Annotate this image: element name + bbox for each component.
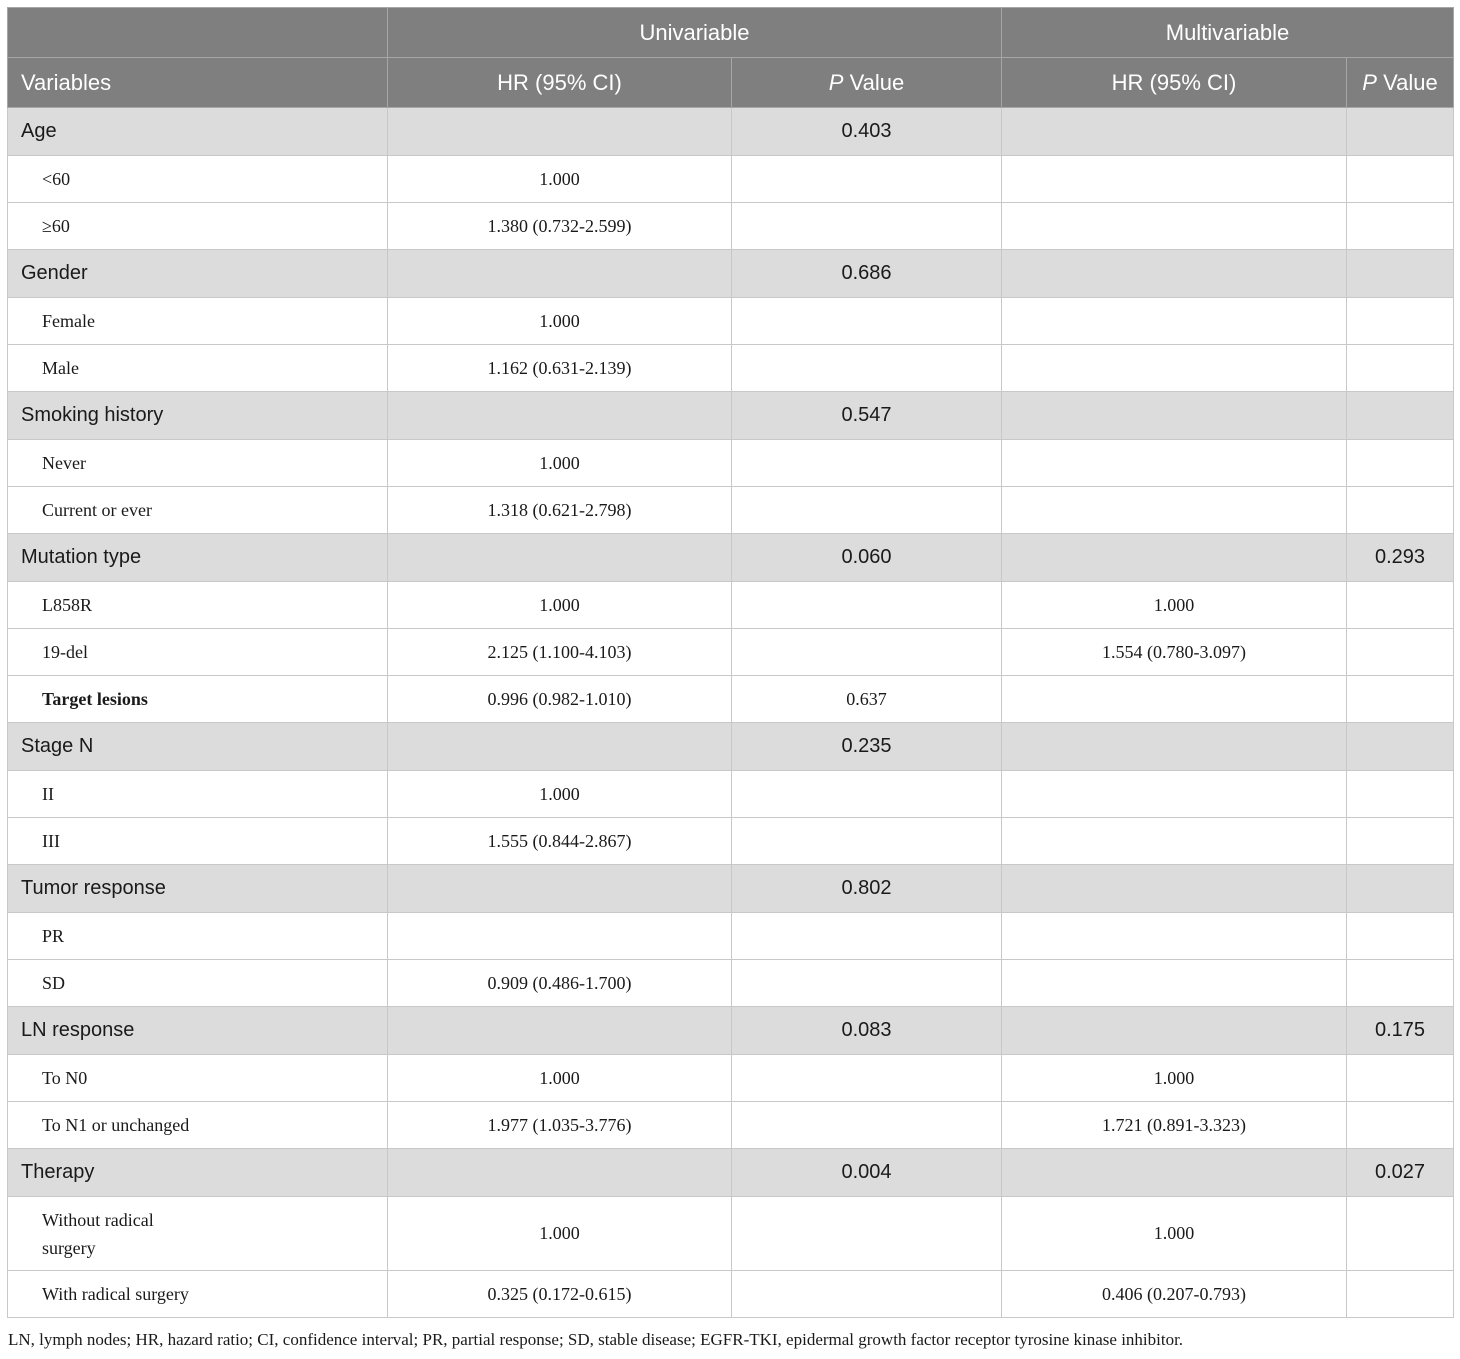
header-column-row [8, 58, 1454, 108]
hr-uni: 1.555 (0.844-2.867) [388, 818, 732, 865]
table-row [8, 487, 1454, 534]
p-value-suffix: Value [1376, 69, 1438, 95]
table-row [8, 1055, 1454, 1102]
p-uni: 0.802 [732, 865, 1002, 913]
p-value-suffix: Value [843, 69, 905, 95]
group-row-mutation [8, 534, 1454, 582]
p-multi [1347, 1197, 1454, 1271]
p-uni [732, 1102, 1002, 1149]
hr-multi [1002, 1007, 1347, 1055]
hr-multi [1002, 108, 1347, 156]
variable-name: <60 [8, 156, 388, 203]
table-row [8, 1102, 1454, 1149]
hr-uni [388, 392, 732, 440]
p-multi [1347, 771, 1454, 818]
p-uni [732, 487, 1002, 534]
p-multi [1347, 818, 1454, 865]
regression-table [7, 7, 1454, 1318]
variable-name: 19-del [8, 629, 388, 676]
hr-multi [1002, 818, 1347, 865]
table-row [8, 771, 1454, 818]
hr-uni: 0.325 (0.172-0.615) [388, 1271, 732, 1318]
p-uni [732, 771, 1002, 818]
p-multi [1347, 250, 1454, 298]
p-multi [1347, 298, 1454, 345]
group-row-tumor [8, 865, 1454, 913]
p-multi: 0.293 [1347, 534, 1454, 582]
p-uni: 0.235 [732, 723, 1002, 771]
table-row [8, 1271, 1454, 1318]
variable-name: LN response [8, 1007, 388, 1055]
hr-multi [1002, 298, 1347, 345]
hr-multi [1002, 203, 1347, 250]
p-uni: 0.686 [732, 250, 1002, 298]
header-hr-multi: HR (95% CI) [1002, 58, 1347, 108]
p-uni [732, 203, 1002, 250]
hr-uni [388, 534, 732, 582]
p-uni [732, 345, 1002, 392]
p-italic: P [828, 69, 844, 95]
hr-multi [1002, 865, 1347, 913]
table-row [8, 298, 1454, 345]
p-italic: P [1362, 69, 1377, 95]
hr-multi: 1.000 [1002, 1055, 1347, 1102]
hr-uni [388, 723, 732, 771]
hr-multi [1002, 345, 1347, 392]
table-row [8, 629, 1454, 676]
header-p-multi [1347, 58, 1454, 108]
hr-multi [1002, 487, 1347, 534]
hr-uni: 1.000 [388, 582, 732, 629]
p-multi [1347, 1102, 1454, 1149]
header-multivariable: Multivariable [1002, 8, 1454, 58]
variable-name: To N0 [8, 1055, 388, 1102]
hr-uni [388, 1149, 732, 1197]
p-uni [732, 298, 1002, 345]
p-uni: 0.060 [732, 534, 1002, 582]
table-row [8, 440, 1454, 487]
p-uni [732, 913, 1002, 960]
hr-multi: 1.000 [1002, 1197, 1347, 1271]
variable-name: Therapy [8, 1149, 388, 1197]
hr-multi [1002, 1149, 1347, 1197]
p-uni [732, 960, 1002, 1007]
group-row-stage [8, 723, 1454, 771]
p-uni [732, 156, 1002, 203]
hr-multi: 1.554 (0.780-3.097) [1002, 629, 1347, 676]
table-row [8, 960, 1454, 1007]
hr-uni: 1.000 [388, 1197, 732, 1271]
variable-name: Age [8, 108, 388, 156]
p-multi [1347, 345, 1454, 392]
p-multi [1347, 1271, 1454, 1318]
variable-name: SD [8, 960, 388, 1007]
hr-uni: 1.000 [388, 771, 732, 818]
p-multi [1347, 629, 1454, 676]
hr-multi [1002, 250, 1347, 298]
hr-uni: 1.318 (0.621-2.798) [388, 487, 732, 534]
variable-name: With radical surgery [8, 1271, 388, 1318]
hr-uni: 1.162 (0.631-2.139) [388, 345, 732, 392]
p-uni [732, 1055, 1002, 1102]
variable-name: II [8, 771, 388, 818]
header-univariable: Univariable [388, 8, 1002, 58]
variable-name: Target lesions [8, 676, 388, 723]
table-footnote: LN, lymph nodes; HR, hazard ratio; CI, confidence interval; PR, partial response; SD, stable disease; EGFR-TKI, epidermal growth factor receptor tyrosine kinase inhibitor. [8, 1330, 1184, 1349]
p-uni: 0.403 [732, 108, 1002, 156]
hr-uni [388, 250, 732, 298]
table-row [8, 1197, 1454, 1271]
group-row-smoking [8, 392, 1454, 440]
hr-uni [388, 913, 732, 960]
p-uni: 0.637 [732, 676, 1002, 723]
header-p-uni [732, 58, 1002, 108]
group-row-therapy [8, 1149, 1454, 1197]
hr-multi [1002, 534, 1347, 582]
hr-uni: 0.996 (0.982-1.010) [388, 676, 732, 723]
hr-multi: 0.406 (0.207-0.793) [1002, 1271, 1347, 1318]
hr-uni: 1.977 (1.035-3.776) [388, 1102, 732, 1149]
p-multi [1347, 865, 1454, 913]
p-multi [1347, 156, 1454, 203]
variable-name: L858R [8, 582, 388, 629]
table-row [8, 203, 1454, 250]
group-row-gender [8, 250, 1454, 298]
p-uni [732, 1271, 1002, 1318]
hr-multi [1002, 440, 1347, 487]
variable-name: Mutation type [8, 534, 388, 582]
p-multi [1347, 108, 1454, 156]
p-multi [1347, 392, 1454, 440]
p-uni [732, 629, 1002, 676]
variable-name [8, 1197, 388, 1271]
table-row-target-lesions [8, 676, 1454, 723]
hr-uni: 2.125 (1.100-4.103) [388, 629, 732, 676]
group-row-ln [8, 1007, 1454, 1055]
hr-uni: 1.000 [388, 440, 732, 487]
p-uni: 0.083 [732, 1007, 1002, 1055]
hr-multi [1002, 771, 1347, 818]
variable-name-line2: surgery [42, 1237, 96, 1258]
table-row [8, 345, 1454, 392]
variable-name: Smoking history [8, 392, 388, 440]
variable-name: Never [8, 440, 388, 487]
variable-name-line1: Without radical [42, 1209, 154, 1230]
hr-multi: 1.721 (0.891-3.323) [1002, 1102, 1347, 1149]
p-multi: 0.027 [1347, 1149, 1454, 1197]
hr-uni: 0.909 (0.486-1.700) [388, 960, 732, 1007]
table-row [8, 582, 1454, 629]
variable-name: PR [8, 913, 388, 960]
p-multi [1347, 203, 1454, 250]
variable-name: Current or ever [8, 487, 388, 534]
hr-uni: 1.000 [388, 156, 732, 203]
variable-name: Female [8, 298, 388, 345]
table-row [8, 818, 1454, 865]
p-uni [732, 440, 1002, 487]
p-multi [1347, 1055, 1454, 1102]
variable-name: Male [8, 345, 388, 392]
variable-name: Tumor response [8, 865, 388, 913]
hr-multi [1002, 913, 1347, 960]
header-empty-cell [8, 8, 388, 58]
p-multi [1347, 913, 1454, 960]
header-hr-uni: HR (95% CI) [388, 58, 732, 108]
p-uni [732, 1197, 1002, 1271]
header-group-row [8, 8, 1454, 58]
hr-multi [1002, 156, 1347, 203]
p-multi [1347, 960, 1454, 1007]
p-uni [732, 582, 1002, 629]
variable-name: To N1 or unchanged [8, 1102, 388, 1149]
variable-name: ≥60 [8, 203, 388, 250]
table-row [8, 913, 1454, 960]
p-uni: 0.547 [732, 392, 1002, 440]
variable-name: Stage N [8, 723, 388, 771]
hr-multi [1002, 392, 1347, 440]
p-multi: 0.175 [1347, 1007, 1454, 1055]
p-multi [1347, 440, 1454, 487]
variable-name: III [8, 818, 388, 865]
hr-multi: 1.000 [1002, 582, 1347, 629]
group-row-age [8, 108, 1454, 156]
hr-multi [1002, 676, 1347, 723]
hr-multi [1002, 723, 1347, 771]
hr-uni: 1.380 (0.732-2.599) [388, 203, 732, 250]
hr-uni [388, 865, 732, 913]
p-uni [732, 818, 1002, 865]
hr-uni: 1.000 [388, 298, 732, 345]
header-variables: Variables [8, 58, 388, 108]
p-multi [1347, 676, 1454, 723]
p-multi [1347, 723, 1454, 771]
table-row [8, 156, 1454, 203]
hr-uni [388, 1007, 732, 1055]
p-multi [1347, 487, 1454, 534]
hr-uni [388, 108, 732, 156]
hr-uni: 1.000 [388, 1055, 732, 1102]
variable-name: Gender [8, 250, 388, 298]
p-uni: 0.004 [732, 1149, 1002, 1197]
hr-multi [1002, 960, 1347, 1007]
p-multi [1347, 582, 1454, 629]
